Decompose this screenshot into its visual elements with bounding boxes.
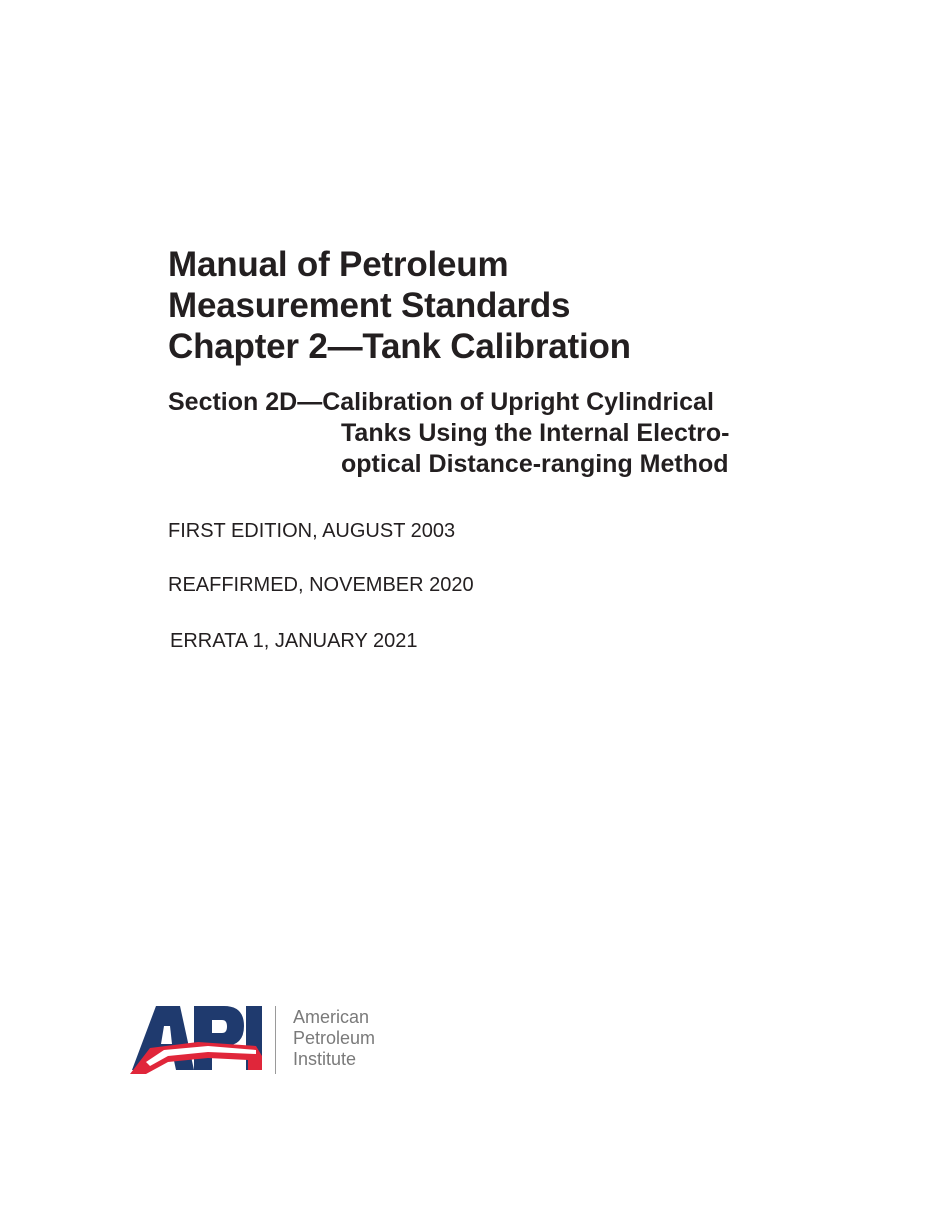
errata-date: ERRATA 1, JANUARY 2021 [170,630,418,652]
api-logo [128,1002,398,1082]
title-line-3: Chapter 2—Tank Calibration [168,327,631,366]
logo-divider [275,1006,276,1074]
reaffirmed-date: REAFFIRMED, NOVEMBER 2020 [168,574,474,596]
logo-text-petroleum: Petroleum [293,1028,376,1048]
logo-text-institute: Institute [293,1049,357,1069]
title-line-1: Manual of Petroleum [168,245,509,284]
section-line-3: optical Distance-ranging Method [341,450,729,478]
first-edition-date: FIRST EDITION, AUGUST 2003 [168,520,456,542]
api-logo-mark [128,1002,268,1078]
document-title [168,244,868,367]
section-line-1: Section 2D—Calibration of Upright Cylindrical [168,388,714,416]
section-line-2: Tanks Using the Internal Electro- [341,419,730,447]
logo-text-american: American [293,1007,370,1027]
logo-wordmark [293,1007,375,1070]
section-heading [168,387,868,480]
title-line-2: Measurement Standards [168,286,571,325]
